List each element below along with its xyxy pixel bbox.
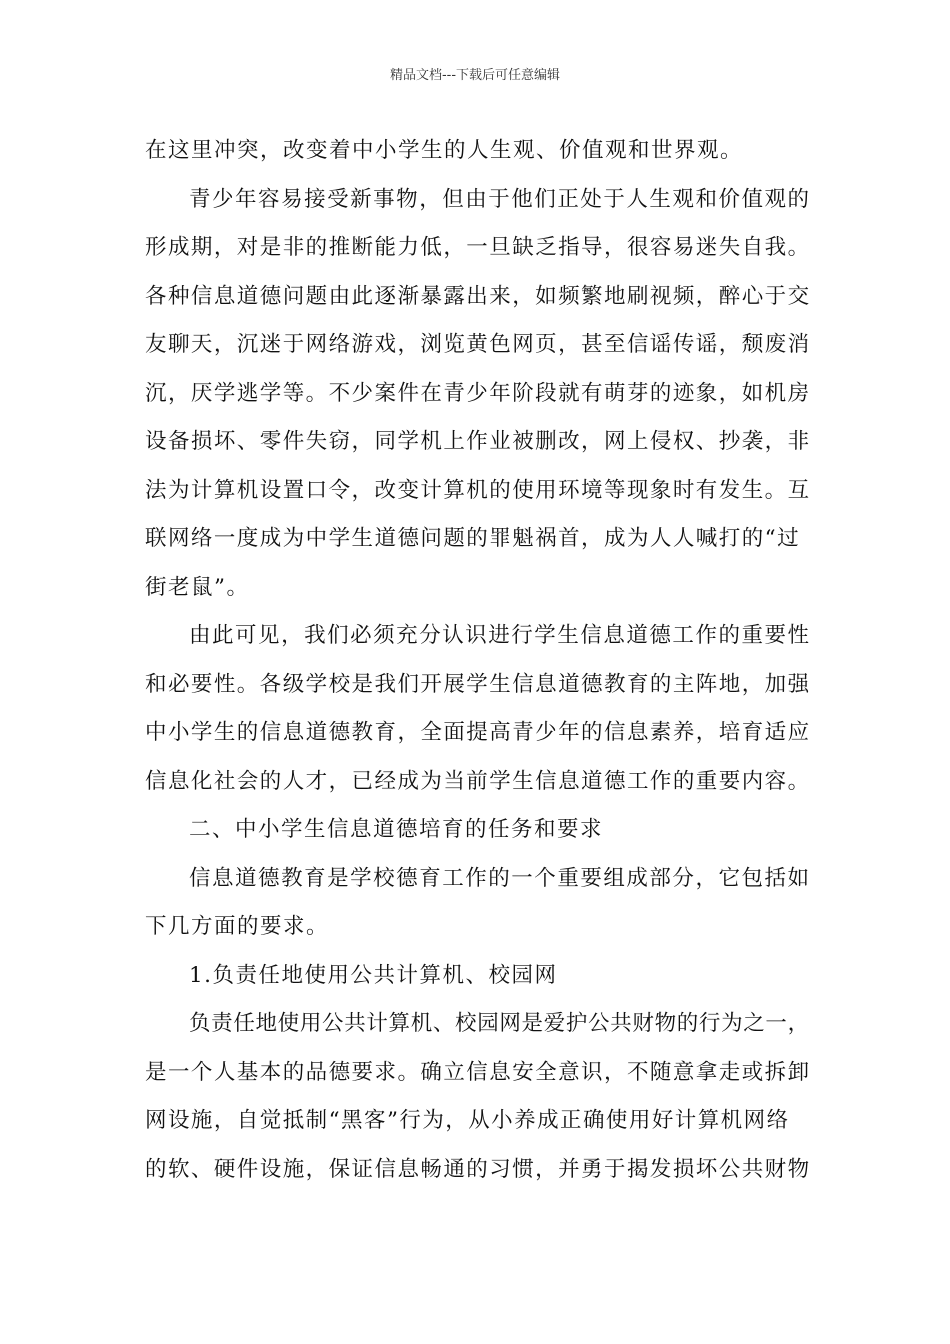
text-line: 街老鼠”。 xyxy=(145,574,250,600)
text-line: 负责任地使用公共计算机、校园网是爱护公共财物的行为之一， xyxy=(189,1011,810,1036)
text-line: 信息道德教育是学校德育工作的一个重要组成部分，它包括如 xyxy=(189,865,811,891)
text-line: 形成期，对是非的推断能力低，一旦缺乏指导，很容易迷失自我。 xyxy=(145,235,811,260)
text-line: 中小学生的信息道德教育，全面提高青少年的信息素养，培育适应 xyxy=(145,720,811,745)
text-line: 沉，厌学逃学等。不少案件在青少年阶段就有萌芽的迹象，如机房 xyxy=(145,380,811,406)
text-line: 1.负责任地使用公共计算机、校园网 xyxy=(189,962,558,988)
text-line: 各种信息道德问题由此逐渐暴露出来，如频繁地刷视频，醉心于交 xyxy=(145,283,811,309)
text-line: 由此可见，我们必须充分认识进行学生信息道德工作的重要性 xyxy=(189,623,811,648)
text-line: 下几方面的要求。 xyxy=(145,914,330,939)
text-line: 友聊天，沉迷于网络游戏，浏览黄色网页，甚至信谣传谣，颓废消 xyxy=(145,332,811,357)
page-header: 精品文档---下载后可任意编辑 xyxy=(389,68,561,83)
text-line: 在这里冲突，改变着中小学生的人生观、价值观和世界观。 xyxy=(145,138,744,163)
text-line: 是一个人基本的品德要求。确立信息安全意识，不随意拿走或拆卸 xyxy=(145,1059,811,1085)
text-line: 和必要性。各级学校是我们开展学生信息道德教育的主阵地，加强 xyxy=(145,671,811,697)
text-line: 设备损坏、零件失窃，同学机上作业被删改，网上侵权、抄袭，非 xyxy=(145,429,811,454)
text-line: 青少年容易接受新事物，但由于他们正处于人生观和价值观的 xyxy=(189,186,811,212)
body-text xyxy=(145,127,809,1194)
text-line: 法为计算机设置口令，改变计算机的使用环境等现象时有发生。互 xyxy=(145,477,811,503)
text-line: 联网络一度成为中学生道德问题的罪魁祸首，成为人人喊打的“过 xyxy=(145,526,801,551)
text-line: 信息化社会的人才，已经成为当前学生信息道德工作的重要内容。 xyxy=(145,768,811,794)
text-line: 二、中小学生信息道德培育的任务和要求 xyxy=(189,817,604,842)
text-line: 网设施，自觉抵制“黑客”行为，从小养成正确使用好计算机网络 xyxy=(145,1108,790,1133)
text-line: 的软、硬件设施，保证信息畅通的习惯，并勇于揭发损坏公共财物 xyxy=(145,1156,811,1182)
